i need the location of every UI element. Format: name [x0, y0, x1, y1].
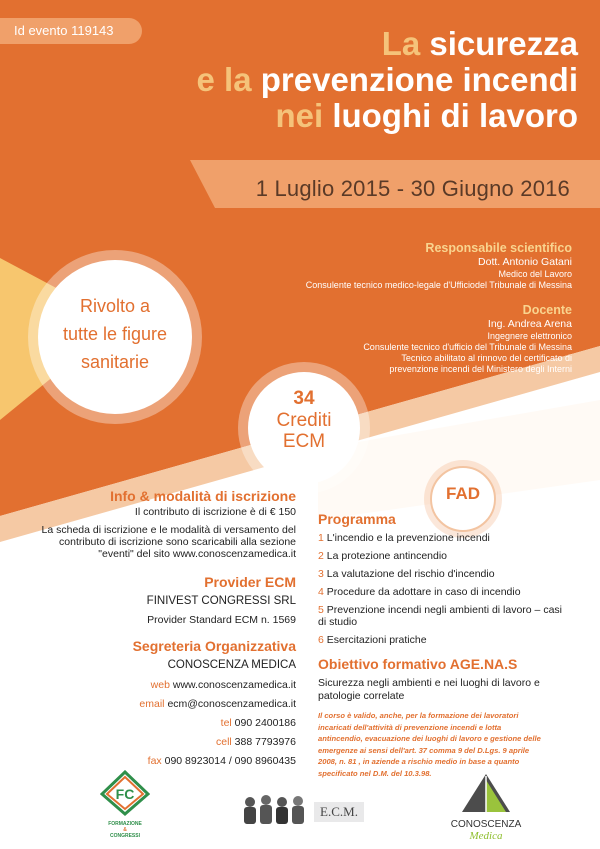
list-item: 5 Prevenzione incendi negli ambienti di lavoro – casi di studio [318, 604, 562, 628]
list-item: 6 Esercitazioni pratiche [318, 634, 427, 646]
docente-role: Ingegnere elettronico [487, 331, 572, 341]
responsabile-role: Medico del Lavoro [498, 269, 572, 279]
fad-label: FAD [446, 484, 480, 503]
list-item: 4 Procedure da adottare in caso di incendio [318, 586, 521, 598]
responsabile-block [306, 240, 572, 291]
responsabile-heading: Responsabile scientifico [425, 241, 572, 255]
docente-heading: Docente [522, 303, 572, 317]
list-item: 2 La protezione antincendio [318, 550, 448, 562]
segreteria-heading: Segreteria Organizzativa [132, 638, 296, 654]
email-link[interactable]: ecm@conoscenzamedica.it [167, 698, 296, 710]
segreteria-block: Segreteria Organizzativa CONOSCENZA MEDICA web www.conoscenzamedica.it email ecm@conoscenzamedica.it tel 090 2400186 cell 388 7793976 fax 090 8923014 / 090 8960435 [132, 638, 296, 767]
ecm-logo: E.C.M. [240, 794, 368, 828]
provider-block [147, 573, 296, 626]
svg-text:FC: FC [115, 786, 135, 802]
obiettivo-heading: Obiettivo formativo AGE.NA.S [318, 656, 518, 672]
info-fee: Il contributo di iscrizione è di € 150 [134, 506, 296, 518]
info-heading: Info & modalità di iscrizione [110, 488, 296, 504]
docente-role: prevenzione incendi del Ministero degli Interni [389, 364, 572, 374]
programma-heading: Programma [318, 511, 396, 527]
responsabile-name: Dott. Antonio Gatani [478, 256, 572, 268]
obiettivo-text: Sicurezza negli ambienti e nei luoghi di lavoro e patologie correlate [318, 677, 540, 702]
credits-text: 34 Crediti ECM [276, 388, 332, 452]
docente-role: Tecnico abilitato al rinnovo del certificato di [401, 353, 572, 363]
segreteria-name: CONOSCENZA MEDICA [167, 659, 296, 671]
docente-role: Consulente tecnico d'ufficio del Tribunale di Messina [363, 342, 572, 352]
audience-text: Rivolto a tutte le figure sanitarie [62, 296, 168, 372]
event-dates: 1 Luglio 2015 - 30 Giugno 2016 [255, 176, 570, 201]
conoscenza-medica-logo: CONOSCENZA Medica [446, 772, 526, 842]
list-item: 3 La valutazione del rischio d'incendio [318, 568, 495, 580]
fc-logo: FC FORMAZIONE & CONGRESSI [100, 770, 150, 840]
course-note: Il corso è valido, anche, per la formazione dei lavoratori incaricati dell'attività di prevenzione incendi e lotta antincendio, evacuazione dei luoghi di lavoro e gestione delle emergenze ai sensi dell'art. 37 comma 9 del D.Lgs. 9 aprile 2008, n. 81 , in aziende a rischio medio in base a quanto specificato nel D.M. del 10.3.98. [318, 711, 541, 778]
page-title: La sicurezza e la prevenzione incendi nei luoghi di lavoro [196, 25, 578, 134]
info-block: Info & modalità di iscrizione Il contributo di iscrizione è di € 150 La scheda di iscrizione e le modalità di versamento del contributo di iscrizione sono scaricabili alla sezione "eventi" del sito www.conoscenzamedica.it [41, 488, 296, 560]
event-id-tag: Id evento 119143 [0, 18, 142, 44]
list-item: 1 L'incendio e la prevenzione incendi [318, 532, 490, 544]
tel-number[interactable]: 090 2400186 [234, 717, 296, 729]
provider-name: FINIVEST CONGRESSI SRL [146, 595, 296, 607]
web-link[interactable]: www.conoscenzamedica.it [172, 679, 296, 691]
docente-name: Ing. Andrea Arena [487, 318, 572, 330]
cell-number[interactable]: 388 7793976 [234, 736, 296, 748]
docente-block [363, 302, 572, 375]
responsabile-role: Consulente tecnico medico-legale d'Ufficiodel Tribunale di Messina [305, 280, 572, 290]
fax-number: 090 8923014 / 090 8960435 [164, 755, 296, 767]
provider-standard: Provider Standard ECM n. 1569 [147, 614, 296, 626]
provider-heading: Provider ECM [204, 574, 296, 590]
